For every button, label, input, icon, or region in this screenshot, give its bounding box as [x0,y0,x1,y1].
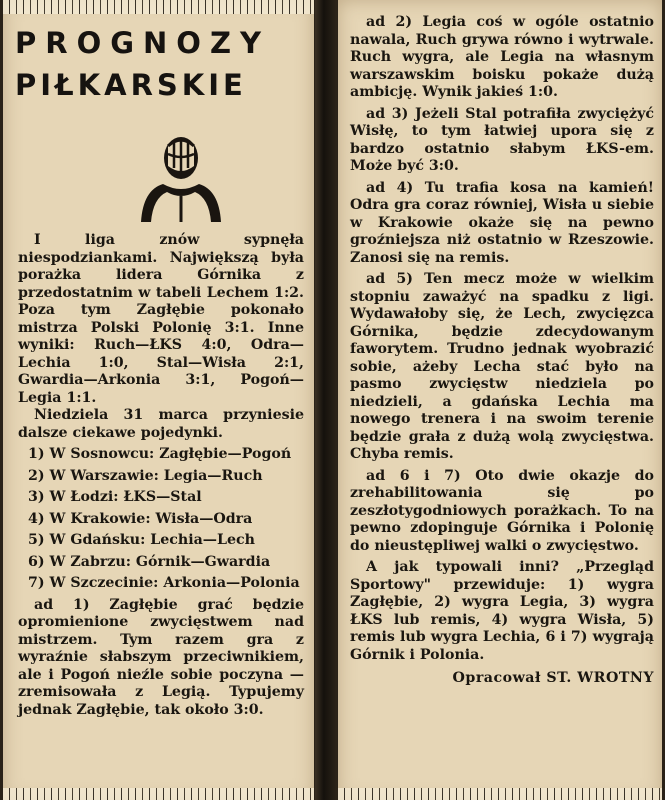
sunday-paragraph: Niedziela 31 marca przyniesie dalsze ciekawe pojedynki. [18,407,304,441]
title-line-1: PROGNOZY [15,26,270,60]
match-item: 1) W Sosnowcu: Zagłębie—Pogoń [28,446,292,462]
bottom-border-pattern [338,788,662,800]
match-item: 3) W Łodzi: ŁKS—Stal [28,489,202,505]
football-player-icon [133,132,229,224]
article-title [15,22,308,114]
match-item: 2) W Warszawie: Legia—Ruch [28,467,263,484]
author-signature: Opracował ST. WROTNY [452,670,654,686]
ad3-paragraph: ad 3) Jeżeli Stal potrafiła zwyciężyć Wisłę, to tym łatwiej upora się z bardzo ostatnio słabym ŁKS-em. Może być 3:0. [350,105,654,174]
others-paragraph: A jak typowali inni? „Przegląd Sportowy" przewiduje: 1) wygra Zagłębie, 2) wygra Legia, 3) wygra ŁKS lub remis, 4) wygra Wisła, 5) remis lub wygra Lechia, 6 i 7) wygrają Górnik i Polonia. [350,559,654,663]
right-clipping [338,0,662,800]
match-item: 7) W Szczecinie: Arkonia—Polonia [28,575,300,591]
ad67-paragraph: ad 6 i 7) Oto dwie okazje do zrehabilitowania się po zeszłotygodniowych porażkach. To na pewno zdopinguje Górnika i Polonię do nieustępliwej walki o zwycięstwo. [350,467,654,554]
top-border-pattern [3,0,314,14]
left-article-body [18,232,304,719]
bottom-border-pattern [3,788,314,800]
ad5-paragraph: ad 5) Ten mecz może w wielkim stopniu zaważyć na spadku z ligi. Wydawałoby się, że Lech, zwycięzca Górnika, będzie zdecydowanym faworytem. Trudno jednak wyobrazić sobie, ażeby Lecha stać było na pasmo zwycięstw niedziela po niedzieli, a gdańska Lechia ma nowego trenera i na swoim terenie będzie grała z dużą wolą zwycięstwa. Chyba remis. [350,271,654,462]
match-item: 6) W Zabrzu: Górnik—Gwardia [28,553,271,570]
title-line-2: PIŁKARSKIE [15,68,247,102]
ad4-paragraph: ad 4) Tu trafia kosa na kamień! Odra gra coraz równiej, Wisła u siebie w Krakowie okaże się na pewno groźniejsza niż ostatnio w Rzeszowie. Zanosi się na remis. [350,179,654,266]
match-item: 5) W Gdańsku: Lechia—Lech [28,532,255,548]
intro-paragraph: I liga znów sypnęła niespodziankami. Największą była porażka lidera Górnika z przedostatnim w tabeli Lechem 1:2. Poza tym Zagłębie pokonało mistrza Polski Polonię 3:1. Inne wyniki: Ruch—ŁKS 4:0, Odra—Lechia 1:0, Stal—Wisła 2:1, Gwardia—Arkonia 3:1, Pogoń—Legia 1:1. [18,232,304,406]
column-gap [315,0,337,800]
ad1-paragraph: ad 1) Zagłębie grać będzie opromienione zwycięstwem nad mistrzem. Tym razem gra z wyraźnie słabszym przeciwnikiem, ale i Pogoń nieźle sobie poczyna — zremisowała z Legią. Typujemy jednak Zagłębie, tak około 3:0. [18,596,304,718]
ad2-paragraph: ad 2) Legia coś w ogóle ostatnio nawala, Ruch grywa równo i wytrwale. Ruch wygra, ale Legia na własnym warszawskim boisku pokaże dużą ambicję. Wynik jakieś 1:0. [350,14,654,100]
right-article-body [350,14,654,688]
left-clipping [3,0,314,800]
match-item: 4) W Krakowie: Wisła—Odra [28,510,253,527]
